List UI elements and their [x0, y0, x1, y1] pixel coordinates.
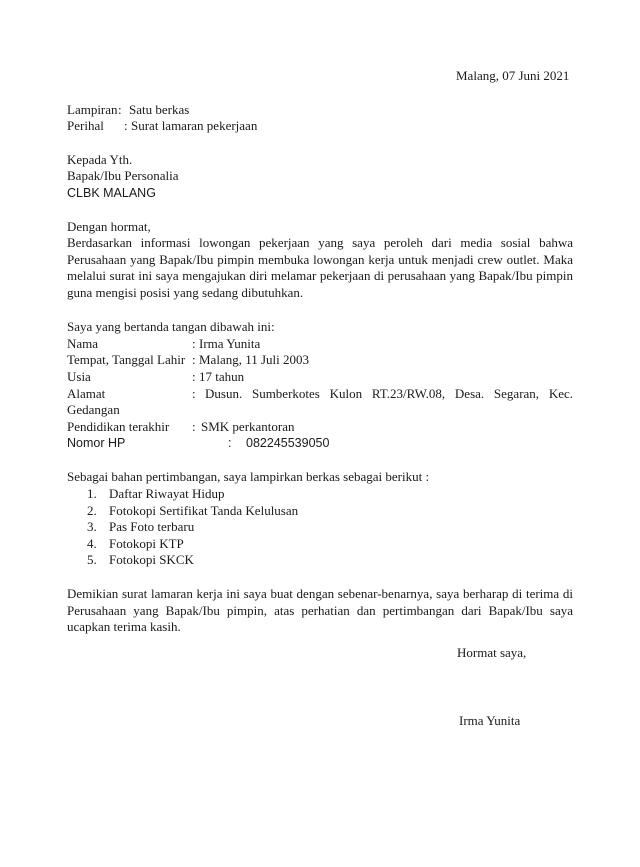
- alamat-value-line2: Gedangan: [67, 402, 120, 417]
- ttl-colon: :: [192, 352, 196, 367]
- lampiran-colon: :: [118, 102, 122, 117]
- hp-label: Nomor HP: [67, 436, 126, 450]
- sign-off: Hormat saya,: [457, 645, 527, 660]
- perihal-label: Perihal: [67, 118, 104, 133]
- list-item: [67, 486, 298, 503]
- lampiran-value: Satu berkas: [129, 102, 190, 117]
- list-item-number: 3.: [87, 519, 97, 534]
- lampiran-label: Lampiran: [67, 102, 118, 117]
- list-item-number: 4.: [87, 535, 97, 551]
- intro-paragraph: Berdasarkan informasi lowongan pekerjaan yang saya peroleh dari media sosial bahwa Perusahaan yang Bapak/Ibu pimpin membuka lowongan kerja untuk menjadi crew outlet. Maka melalui surat ini saya mengajukan diri melamar pekerjaan di perusahaan yang Bapak/Ibu pimpin guna mengisi posisi yang sedang dibutuhkan.: [67, 235, 573, 300]
- closing-paragraph: Demikian surat lamaran kerja ini saya buat dengan sebenar-benarnya, saya berharap di terima di Perusahaan yang Bapak/Ibu pimpin, atas perhatian dan pertimbangan dari Bapak/Ibu saya ucapkan terima kasih.: [67, 586, 573, 634]
- hp-value: 082245539050: [246, 436, 330, 450]
- list-item: [67, 503, 298, 520]
- ttl-value: Malang, 11 Juli 2003: [199, 352, 310, 367]
- list-item-text: Pas Foto terbaru: [109, 519, 195, 534]
- perihal-value: Surat lamaran pekerjaan: [131, 118, 258, 133]
- list-item-text: Fotokopi KTP: [109, 535, 184, 551]
- recipient-line3: CLBK MALANG: [67, 186, 156, 200]
- letter-date: Malang, 07 Juni 2021: [456, 68, 570, 83]
- pendidikan-value: SMK perkantoran: [201, 419, 295, 434]
- alamat-colon: :: [192, 386, 196, 401]
- identity-intro: Saya yang bertanda tangan dibawah ini:: [67, 319, 275, 334]
- list-item: [67, 552, 298, 569]
- salutation: Dengan hormat,: [67, 219, 151, 234]
- usia-value: 17 tahun: [199, 369, 245, 384]
- attachments-intro: Sebagai bahan pertimbangan, saya lampirkan berkas sebagai berikut :: [67, 469, 430, 484]
- pendidikan-label: Pendidikan terakhir: [67, 419, 170, 434]
- signature-name: Irma Yunita: [459, 713, 521, 728]
- recipient-line2: Bapak/Ibu Personalia: [67, 168, 179, 183]
- list-item-text: Fotokopi Sertifikat Tanda Kelulusan: [109, 502, 299, 518]
- alamat-value-line1: Dusun. Sumberkotes Kulon RT.23/RW.08, Desa. Segaran, Kec.: [205, 386, 573, 401]
- list-item-text: Fotokopi SKCK: [109, 552, 194, 567]
- list-item: [67, 519, 298, 536]
- recipient-line1: Kepada Yth.: [67, 152, 133, 167]
- pendidikan-colon: :: [192, 419, 196, 434]
- ttl-label: Tempat, Tanggal Lahir: [67, 352, 186, 367]
- list-item-number: 2.: [87, 502, 97, 518]
- attachments-list: [67, 486, 298, 569]
- list-item-number: 1.: [87, 486, 97, 501]
- hp-colon: :: [228, 436, 232, 450]
- list-item: [67, 536, 298, 553]
- alamat-label: Alamat: [67, 386, 106, 401]
- usia-colon: :: [192, 369, 196, 384]
- list-item-number: 5.: [87, 552, 97, 567]
- nama-colon: :: [192, 336, 196, 351]
- nama-value: Irma Yunita: [199, 336, 261, 351]
- usia-label: Usia: [67, 369, 91, 384]
- perihal-colon: :: [124, 118, 128, 133]
- nama-label: Nama: [67, 336, 99, 351]
- list-item-text: Daftar Riwayat Hidup: [109, 486, 225, 501]
